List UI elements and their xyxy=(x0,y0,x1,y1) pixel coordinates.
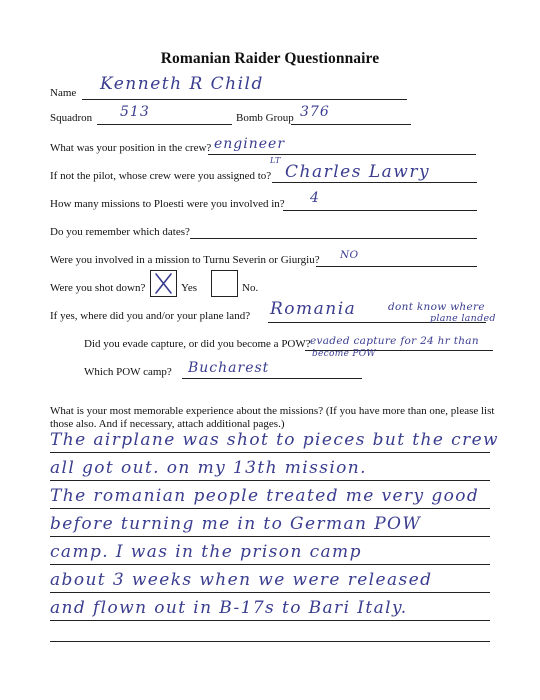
evade-value-line-2: become POW xyxy=(312,349,376,359)
squadron-value: 513 xyxy=(120,104,150,120)
answer-line-7 xyxy=(50,620,490,621)
answer-text-5: camp. I was in the prison camp xyxy=(50,542,362,562)
assigned-annotation: LT xyxy=(270,156,281,165)
land-value: Romania xyxy=(270,299,357,319)
bomb-group-label: Bomb Group xyxy=(236,112,294,124)
answer-text-7: and flown out in B-17s to Bari Italy. xyxy=(50,598,408,618)
land-label: If yes, where did you and/or your plane land? xyxy=(50,310,251,322)
evade-label: Did you evade capture, or did you become a POW? xyxy=(84,338,311,350)
answer-line-4 xyxy=(50,536,490,537)
bomb-group-line xyxy=(291,124,411,125)
answer-line-3 xyxy=(50,508,490,509)
memorable-question: What is your most memorable experience about the missions? (If you have more than one, please list those also. And if necessary, attach additional pages.) xyxy=(50,405,495,430)
squadron-label: Squadron xyxy=(50,112,93,124)
turnu-label: Were you involved in a mission to Turnu Severin or Giurgiu? xyxy=(50,254,320,266)
form-title: Romanian Raider Questionnaire xyxy=(160,50,380,67)
land-note-line-1: dont know where xyxy=(388,301,485,313)
answer-line-8 xyxy=(50,641,490,642)
position-line xyxy=(208,154,476,155)
name-line xyxy=(82,99,407,100)
bomb-group-value: 376 xyxy=(300,104,330,120)
squadron-line xyxy=(97,124,232,125)
answer-line-1 xyxy=(50,452,490,453)
missions-line xyxy=(283,210,477,211)
dates-label: Do you remember which dates? xyxy=(50,226,190,238)
x-mark-icon xyxy=(151,271,176,296)
answer-text-4: before turning me in to German POW xyxy=(50,514,422,534)
shot-down-no-checkbox[interactable] xyxy=(211,270,238,297)
answer-text-2: all got out. on my 13th mission. xyxy=(50,458,367,478)
turnu-line xyxy=(316,266,477,267)
answer-text-1: The airplane was shot to pieces but the crew xyxy=(50,430,500,450)
position-label: What was your position in the crew? xyxy=(50,142,212,154)
missions-label: How many missions to Ploesti were you involved in? xyxy=(50,198,285,210)
shot-down-label: Were you shot down? xyxy=(50,282,146,294)
evade-value-line-1: evaded capture for 24 hr than xyxy=(310,335,479,347)
no-label: No. xyxy=(242,282,259,294)
pow-camp-label: Which POW camp? xyxy=(84,366,172,378)
shot-down-yes-checkbox[interactable] xyxy=(150,270,177,297)
answer-line-5 xyxy=(50,564,490,565)
name-value: Kenneth R Child xyxy=(100,74,264,94)
assigned-line xyxy=(272,182,477,183)
pow-camp-value: Bucharest xyxy=(188,360,270,376)
answer-text-3: The romanian people treated me very good xyxy=(50,486,480,506)
dates-line xyxy=(190,238,477,239)
name-label: Name xyxy=(50,87,77,99)
yes-label: Yes xyxy=(181,282,198,294)
position-value: engineer xyxy=(214,136,286,152)
missions-value: 4 xyxy=(310,190,320,206)
pow-camp-line xyxy=(182,378,362,379)
answer-text-6: about 3 weeks when we were released xyxy=(50,570,433,590)
assigned-value: Charles Lawry xyxy=(285,162,431,182)
assigned-label: If not the pilot, whose crew were you assigned to? xyxy=(50,170,272,182)
answer-line-6 xyxy=(50,592,490,593)
answer-line-2 xyxy=(50,480,490,481)
land-note-line-2: plane landed xyxy=(430,313,496,324)
turnu-value: NO xyxy=(340,249,359,261)
